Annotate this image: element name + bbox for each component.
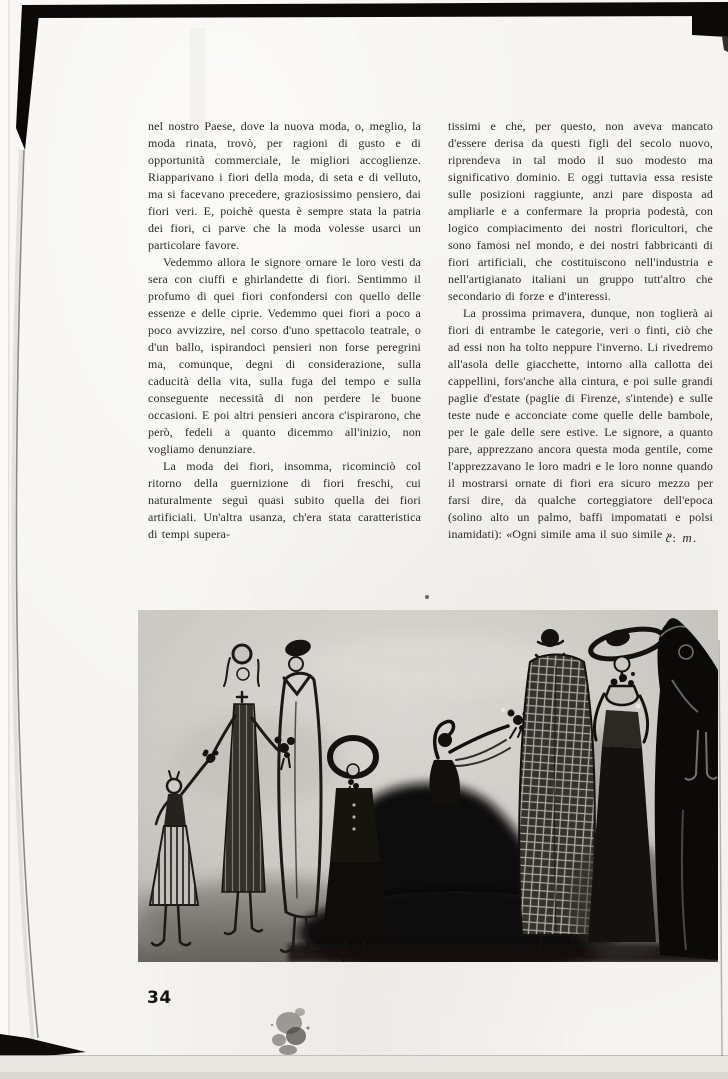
fashion-sketch-illustration: [138, 610, 718, 962]
paragraph: La moda dei fiori, insomma, ricominciò col ritorno della guernizione di fiori freschi, cui naturalmente seguì quasi subito quella dei fiori artificiali. Un'altra usanza, ch'era stata caratteristica di tempi supera-: [148, 459, 421, 541]
scan-edge-top-left: [16, 5, 40, 150]
ink-speck: [425, 595, 429, 599]
page-crease: [16, 150, 38, 1038]
paragraph: Vedemmo allora le signore ornare le loro vesti da sera con ciuffi e ghirlandette di fiori. Sentimmo il profumo di quei fiori confondersi con quello delle essenze e delle ciprie. Vedemmo quei fiori a poco a poco avvizzire, nel corso d'uno spettacolo teatrale, o d'un ballo, ispirandoci pensieri non forse peregrini ma, comunque, degni di considerazione, sulla caducità della vita, sulla fuga del tempo e sulla conseguente necessità di non perdere le buone occasioni. E poi altri pensieri ancora c'ispirarono, che però, fedeli a quanto dicemmo all'inizio, non vogliamo denunziare.: [148, 255, 421, 456]
illustration-canvas: [138, 610, 718, 962]
paragraph: tissimi e che, per questo, non aveva mancato d'essere derisa da questi figli del secolo nuovo, riprendeva in tal modo il suo modesto ma significativo dominio. E oggi tuttavia essa resiste sulle posizioni raggiunte, anzi pare disposta ad ampliarle e a confermare la propria podestà, con logico compiacimento dei nostri floricultori, che sono famosi nel mondo, e dei nostri fabbricanti di fiori artificiali, che costituiscono nell'industria e nell'artigianato italiani un gruppo tutt'altro che secondario di forze e d'interessi.: [448, 119, 713, 303]
bottom-scan-strip: [0, 1056, 728, 1079]
paragraph: La prossima primavera, dunque, non toglierà ai fiori di entrambe le categorie, veri o finti, ciò che ad essi non ha tolto neppure l'inverno. Li rivedremo all'asola delle giacchette, intorno alla callotta dei cappellini, fors'anche alla cintura, e poi sulle grandi paglie d'estate (paglie di Firenze, s'intende) e sulle teste nude e acconciate come quelle delle bambole, per le gale delle sere estive. Le signore, a quanto pare, apprezzano ancora questa moda gentile, come l'apprezzavano le loro madri e le loro nonne quando il mostrarsi ornate di fiori era sicuro mezzo per farsi dire, da qualche corteggiatore dell'epoca (solino alto un palmo, baffi impomatati e polsi inamidati): «Ogni simile ama il suo simile ».: [448, 306, 713, 541]
scan-edge-top: [22, 2, 728, 18]
page-number: 34: [147, 988, 172, 1008]
page-edge-line: [719, 640, 722, 1056]
left-margin-strip: [0, 0, 8, 1079]
paragraph: nel nostro Paese, dove la nuova moda, o, meglio, la moda rinata, trovò, per ragioni di gusto e di opportunità commerciale, le migliori accoglienze. Riapparivano i fiori della moda, di seta e di velluto, ma si facevano precedere, graziosissimo pensiero, dai fiori veri. E, poichè questa è sempre stata la patria dei fiori, ci parve che la moda volesse usarci un particolare favore.: [148, 119, 421, 252]
author-signature: c. m.: [665, 530, 698, 545]
text-column-right: [448, 118, 713, 543]
scan-edge-bottom-left: [0, 1034, 86, 1056]
text-column-left: [148, 118, 421, 543]
ink-stain: [271, 1008, 310, 1055]
